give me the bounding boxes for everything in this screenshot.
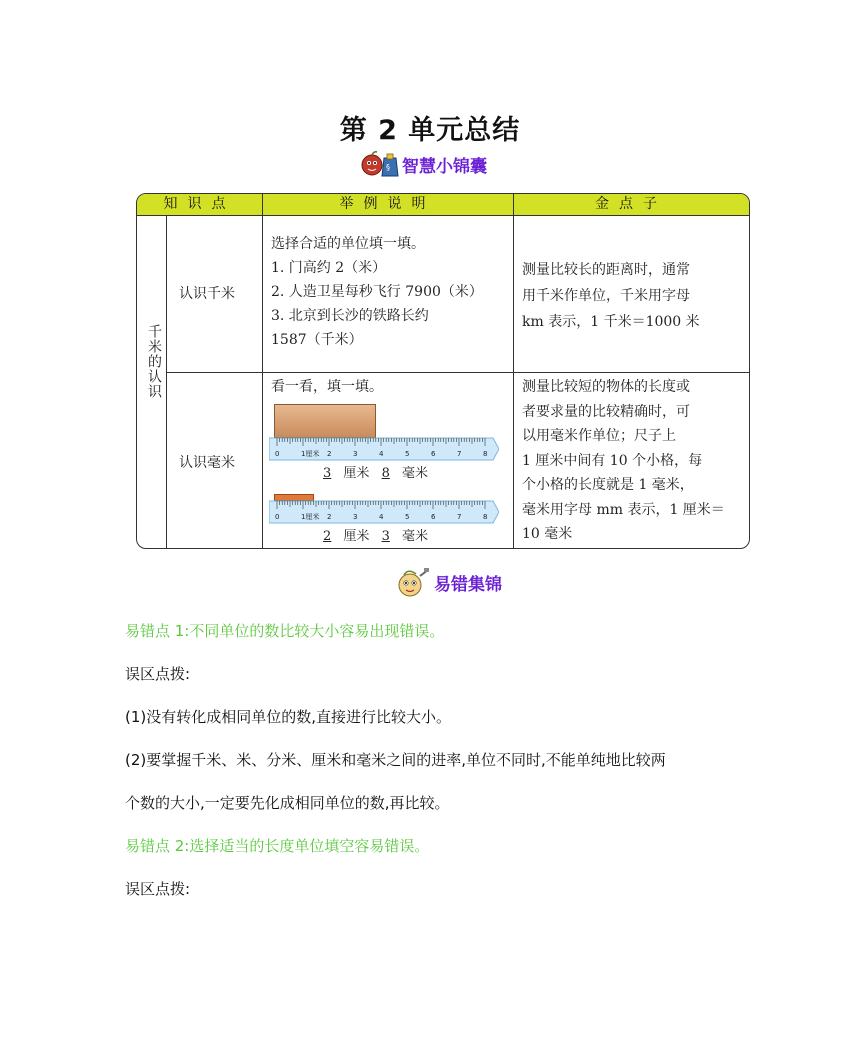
answer-mm: 3 [381, 529, 390, 544]
tip-mm [522, 375, 725, 547]
ruler-label: 5 [405, 450, 410, 458]
list-item-continuation: 个数的大小,一定要先化成相同单位的数,再比较。 [125, 794, 450, 812]
ruler-graphic [269, 436, 499, 462]
unit-cm: 厘米 [343, 529, 370, 544]
topic-mm: 认识毫米 [179, 455, 235, 471]
text-line: 个小格的长度就是 1 毫米， [522, 477, 694, 493]
ruler-label: 0 [275, 513, 280, 521]
text-line: 选择合适的单位填一填。 [271, 236, 425, 252]
ruler-1 [269, 436, 499, 462]
svg-text:§: § [386, 163, 390, 172]
answer-cm: 3 [323, 466, 332, 481]
apple-and-bag-icon [360, 148, 398, 180]
text-line: km 表示，1 千米＝1000 米 [522, 314, 700, 330]
ruler-label: 3 [353, 450, 358, 458]
ruler-label: 5 [405, 513, 410, 521]
divider [262, 194, 263, 548]
section-heading-tips [360, 148, 487, 180]
error-point-2: 易错点 2:选择适当的长度单位填空容易错误。 [125, 837, 430, 855]
text-line: 1 厘米中间有 10 个小格，每 [522, 452, 703, 469]
tip-label: 误区点拨: [125, 665, 191, 683]
ruler-label: 6 [431, 450, 436, 458]
tip-label: 误区点拨: [125, 880, 191, 898]
answer-mm: 8 [381, 466, 390, 481]
ruler-label: 3 [353, 513, 358, 521]
unit-mm: 毫米 [402, 466, 429, 481]
ruler-label: 6 [431, 513, 436, 521]
unit-cm: 厘米 [343, 466, 370, 481]
header-knowledge: 知识点 [137, 194, 262, 216]
ruler-label: 0 [275, 450, 280, 458]
divider [166, 372, 749, 373]
text-line: 10 毫米 [522, 526, 573, 542]
group-label: 千米的认识 [146, 324, 162, 399]
page-title: 第 2 单元总结 [339, 115, 521, 146]
ruler-label: 8 [483, 513, 488, 521]
answer-2 [315, 525, 428, 549]
tip-km [522, 257, 700, 335]
ruler-graphic [269, 499, 499, 525]
text-line: 1. 门高约 2（米） [271, 260, 387, 276]
section-label: 易错集锦 [434, 574, 502, 595]
ruler-label: 8 [483, 450, 488, 458]
answer-1 [315, 462, 428, 486]
example-intro: 看一看，填一填。 [271, 379, 383, 395]
text-line: 以用毫米作单位；尺子上 [522, 428, 676, 444]
ruler-label: 7 [457, 513, 462, 521]
text-line: 3. 北京到长沙的铁路长约 [271, 308, 429, 324]
knowledge-table [136, 193, 750, 549]
divider [166, 216, 167, 548]
list-item: (2)要掌握千米、米、分米、厘米和毫米之间的进率,单位不同时,不能单纯地比较两 [125, 751, 666, 769]
ruler-2 [269, 499, 499, 525]
eraser-image [274, 404, 376, 438]
text-line: 1587（千米） [271, 332, 363, 348]
text-line: 者要求量的比较精确时，可 [522, 403, 690, 420]
cartoon-character-icon [396, 566, 430, 598]
error-point-1: 易错点 1:不同单位的数比较大小容易出现错误。 [125, 622, 445, 640]
ruler-label: 4 [379, 450, 384, 458]
divider [513, 194, 514, 548]
text-line: 测量比较长的距离时，通常 [522, 262, 690, 278]
header-tips: 金点子 [513, 194, 749, 216]
ruler-label: 4 [379, 513, 384, 521]
ruler-label: 1厘米 [301, 513, 320, 521]
unit-mm: 毫米 [402, 529, 429, 544]
ruler-label: 2 [327, 450, 332, 458]
section-heading-errors [396, 566, 502, 598]
list-item: (1)没有转化成相同单位的数,直接进行比较大小。 [125, 708, 452, 726]
answer-cm: 2 [323, 529, 332, 544]
text-line: 测量比较短的物体的长度或 [522, 379, 690, 395]
example-km [271, 232, 483, 352]
topic-km: 认识千米 [179, 286, 235, 302]
section-label: 智慧小锦囊 [402, 156, 487, 177]
ruler-label: 2 [327, 513, 332, 521]
text-line: 用千米作单位，千米用字母 [522, 288, 690, 304]
text-line: 毫米用字母 mm 表示，1 厘米＝ [522, 501, 725, 518]
header-examples: 举例说明 [262, 194, 513, 216]
ruler-label: 1厘米 [301, 450, 320, 458]
ruler-label: 7 [457, 450, 462, 458]
text-line: 2. 人造卫星每秒飞行 7900（米） [271, 284, 483, 300]
